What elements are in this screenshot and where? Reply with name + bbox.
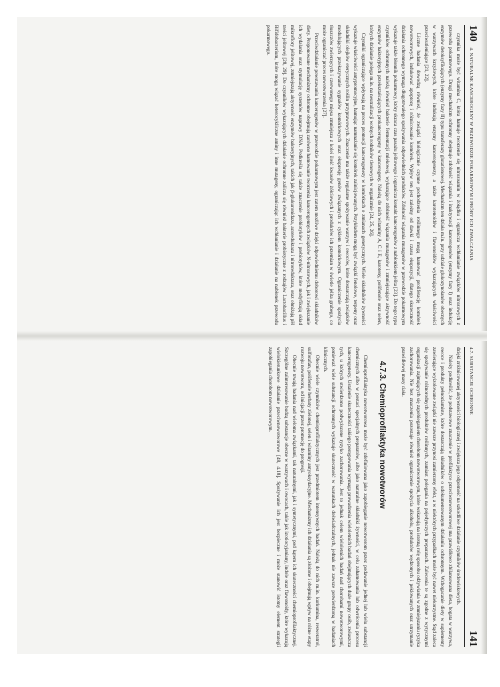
book-spread	[17, 17, 487, 654]
paragraph: dzięki zróżnicowanej aktywności biologicznej i zwiększa jego odporność na szkodliwe działanie czynników środowiskowych.	[455, 347, 461, 605]
left-page	[27, 25, 479, 325]
book-gutter	[17, 331, 487, 341]
left-page-number: 140	[467, 25, 479, 42]
paragraph: Obecnie trwają badania nad wieloma związkami, tak naturalnymi, jak i syntetycznymi, pod kątem ich skuteczności chemioprofilaktycznej. Szczególne zainteresowanie budzą substancje obecne w warzywach i owocach, takie jak izotiocyjaniany, indole oraz flawonoidy, które wykazują wielokierunkowe działanie przeciwnowotworowe [48, 4.18]. Spożywanie ich jest bezpieczne i może stanowić istotny element strategii zapobiegania chorobom nowotworowym.	[266, 347, 297, 647]
right-page	[27, 347, 479, 647]
left-running-title: 4. NATURALNE KANCEROGENY W PRZEWODZIE POKARMOWYM I PRÓBY ICH ZWALCZANIA	[469, 47, 474, 261]
left-body-text	[263, 25, 461, 325]
paragraph: Obecnie wiele czynników chemioprofilaktycznych jest przedmiotem intensywnych badań. Należą do nich m.in. kurkumina, resweratrol, sulforafan, polifenole herbaty zielonej, selen i witaminy antyoksydacyjne. Mechanizmy ich działania są złożone i obejmują wpływ na różne etapy rozwoju nowotworu, od inicjacji przez promocję do progresji.	[298, 347, 321, 647]
section-heading: 4.7.3. Chemioprofilaktyka nowotworów	[377, 361, 387, 509]
right-body-text	[265, 347, 461, 647]
paragraph: Należy podkreślić, że podstawowe znaczenie w profilaktyce przeciwnowotworowej ma prawidłowo zbilansowana dieta, bogata w warzywa, owoce i produkty pełnoziarniste, które dostarczają składników o udokumentowanym działaniu ochronnym. Wzbogacanie diety w suplementy zawierające wyizolowane związki nie zawsze przynosi zamierzony efekt, a w niektórych przypadkach może być nawet niekorzystne. Stąd zaleca się spożywanie różnorodnych produktów roślinnych, zamiast polegania na pojedynczych preparatach. Zalecenia te są zgodne z wytycznymi organizacji zajmujących się zapobieganiem chorobom nowotworowym, które wskazują na istotną rolę sposobu odżywiania w zmniejszaniu ryzyka zachorowania. Nie bez znaczenia pozostaje również ograniczenie spożycia alkoholu, produktów wędzonych i peklowanych oraz utrzymanie prawidłowej masy ciała.	[399, 347, 454, 647]
left-running-head	[464, 25, 479, 325]
right-running-head	[464, 347, 479, 647]
paragraph: czynnika może być witamina C, która hamuje tworzenie się nitrozoamin w żołądku i ogranicza wchłanianie związków nitrozowych z przewodu pokarmowego. Drugi mechanizm ochronny obejmuje zdolność wiązania i inaktywacji kancerogenów (enzymy fazy I) oraz indukcję enzymów detoksyfikujących (enzymy fazy II) typu transferazy glutationowej. Mechanizm ten działa m.in. przy udziale glukozynolanów obecnych w warzywach krzyżowych, które indukują enzymy kancerogenezy, a także karotenoidów i flawonoidów wykazujących właściwości przeciwutleniające [21, 22].	[423, 25, 461, 325]
right-running-title: 4.7. SUBSTANCJE OCHRONNE	[469, 347, 474, 415]
right-page-number: 141	[467, 630, 479, 647]
paragraph: Liczne badania dowodzą również, że związki biologicznie czynne pochodzenia roślinnego mogą hamować proliferację komórek nowotworowych, indukować apoptozę i różnicowanie komórek. Wpływ ten jest zależny od dawki i czasu ekspozycji, dlatego skuteczność działania ochronnego wymaga długotrwałego spożywania odpowiednich produktów. Zdolność wiązania mutagenów w przewodzie pokarmowym wykazuje także błonnik pokarmowy, który skraca czas pasażu jelitowego i ogranicza kontakt kancerogenów z nabłonkiem jelita [23]. Do tego typu czynników ochronnych należą również bakterie fermentacji mlekowej, wykazujące zdolność wiązania mutagenów i zmniejszające aktywność enzymów bakteryjnych przekształcających prokancerogeny w kancerogeny. Należą do nich witaminy A, C i E, karoteny, polifenole oraz selen, których działanie polega m.in. na neutralizacji wolnych rodników tlenowych w organizmie [24, 25, 26].	[368, 25, 422, 325]
paragraph: Przeciwdziałanie powstawaniu kancerogenów w przewodzie pokarmowym jest zatem możliwe dzięki odpowiedniemu doborowi składników diety. Proponowane mechanizmy ochronne obejmują zarówno hamowanie tworzenia kancerogennych związków N-nitrozowych, jak i zwiększanie ich wydalania oraz stymulację systemów naprawy DNA. Podkreśla się także znaczenie probiotyków i prebiotyków, które modyfikują skład mikroflory jelitowej, zmniejszają aktywność enzymów bakteryjnych, takich jak β-glukuronidaza, azoreduktaza i nitroreduktaza, oraz obniżają pH treści jelitowej [28, 29]. Do czynników wykazujących działanie ochronne zalicza się również bakterie probiotyczne z rodzajów Lactobacillus i Bifidobacterium, które mogą wiązać heterocykliczne aminy i inne mutageny, ograniczając ich wchłanianie i działanie na nabłonek przewodu pokarmowego.	[265, 25, 319, 325]
paragraph: Chemioprofilaktyka nowotworowa może być zdefiniowana jako zapobieganie nowotworom przez podawanie jednej lub wielu substancji chemicznych albo w postaci specjalnych preparatów, albo jako naturalne składniki żywności, w celu zahamowania lub odwrócenia procesu kancerogenezy. Ustalenie skuteczności takiego postępowania wymaga prowadzenia wieloletnich badań obejmujących duże grupy osób, zwłaszcza tych, u których stwierdzono podwyższone ryzyko zachorowania. Jest to jednak celem wieloletnich badań nad chorobami nowotworowymi, ponieważ wiele substancji ochronnych wykazuje skuteczność w warunkach doświadczalnych, jednak nie zawsze potwierdzoną w badaniach klinicznych.	[322, 347, 368, 647]
paragraph: Czynniki ograniczające wpływają na proces promocji kancerogenezy w komórkach o zmianach genetycznych. Wiele składników żywności wykazuje właściwości antypromocyjne, hamując namnażanie się komórek zainicjowanych. Przykładem mogą być związki fenolowe, terpeny oraz składniki olejków eterycznych roślin przyprawowych. Znaczenie ma także regularne spożywanie warzyw i owoców, które dostarczają związków modulujących przekazywanie sygnałów komórkowych oraz ekspresję genów związanych z cyklem komórkowym. Ograniczenie spożycia tłuszczów zwierzęcych i czerwonego mięsa zmniejsza z kolei ilość kwasów żółciowych i produktów ich przemian w świetle jelita grubego, co może ograniczać proces nowotworzenia [27].	[320, 25, 367, 325]
